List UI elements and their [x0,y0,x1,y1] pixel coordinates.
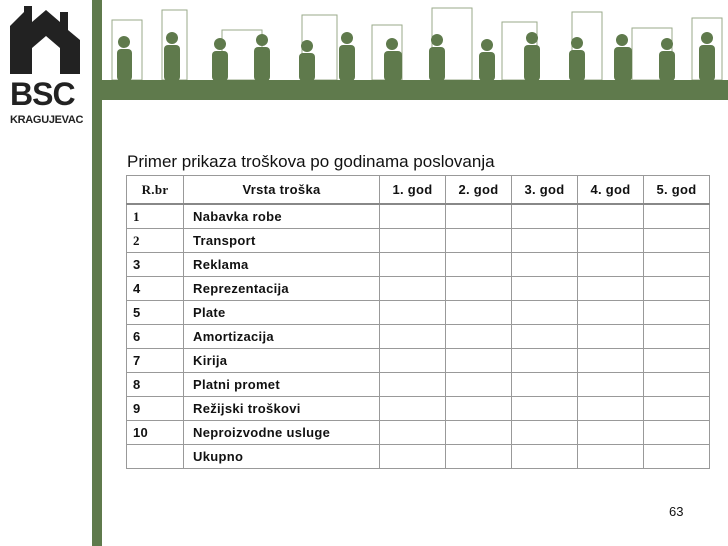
cell [644,277,710,301]
cell [446,277,512,301]
logo-text: BSC [10,76,75,112]
table-row [127,204,710,229]
row-number: 6 [127,325,184,349]
row-number: 2 [127,229,184,253]
header-year-4: 4. god [578,176,644,205]
cell [578,445,644,469]
row-number: 9 [127,397,184,421]
cell [512,397,578,421]
row-cost-name: Amortizacija [184,325,380,349]
row-number: 7 [127,349,184,373]
cell [644,229,710,253]
cell [578,421,644,445]
cell [380,445,446,469]
cell [512,301,578,325]
table-row [127,397,710,421]
cell [512,277,578,301]
row-cost-name: Režijski troškovi [184,397,380,421]
cell [644,421,710,445]
cell [446,229,512,253]
row-number: 5 [127,301,184,325]
cell [380,301,446,325]
header-year-1: 1. god [380,176,446,205]
slide-title: Primer prikaza troškova po godinama poslovanja [127,152,495,171]
cell [512,421,578,445]
cell [446,349,512,373]
cell [512,253,578,277]
cell [644,253,710,277]
row-cost-name: Reklama [184,253,380,277]
cell [644,325,710,349]
cell [380,229,446,253]
table-row-total [127,445,710,469]
cell [512,325,578,349]
row-cost-name: Platni promet [184,373,380,397]
cell [578,253,644,277]
table-row [127,229,710,253]
header-year-3: 3. god [512,176,578,205]
cell [446,325,512,349]
row-number [127,445,184,469]
cell [578,277,644,301]
cell [380,373,446,397]
header-rbr: R.br [127,176,184,205]
row-cost-name: Ukupno [184,445,380,469]
cell [446,445,512,469]
cell [644,373,710,397]
cell [578,325,644,349]
row-cost-name: Kirija [184,349,380,373]
cell [380,325,446,349]
table-row [127,373,710,397]
cell [578,204,644,229]
cell [578,373,644,397]
table-row [127,253,710,277]
row-cost-name: Plate [184,301,380,325]
cell [644,349,710,373]
row-cost-name: Neproizvodne usluge [184,421,380,445]
row-number: 10 [127,421,184,445]
row-number: 3 [127,253,184,277]
cell [512,373,578,397]
cell [578,229,644,253]
vertical-accent-bar [92,0,102,546]
cell [644,301,710,325]
table-row [127,421,710,445]
row-cost-name: Nabavka robe [184,204,380,229]
page-number: 63 [669,504,684,519]
cell [446,421,512,445]
header-banner [102,0,728,100]
cell [380,204,446,229]
cell [380,349,446,373]
logo-city: KRAGUJEVAC [10,114,84,126]
banner-bottom-bar [102,94,728,100]
cell [578,301,644,325]
table-row [127,301,710,325]
city-people-silhouette-icon [102,0,728,100]
cell [578,349,644,373]
cost-table [126,175,710,469]
cell [446,373,512,397]
cell [644,397,710,421]
cell [644,204,710,229]
cell [446,301,512,325]
cell [512,349,578,373]
header-year-5: 5. god [644,176,710,205]
table-row [127,325,710,349]
cell [512,204,578,229]
table-row [127,277,710,301]
cell [446,253,512,277]
building-logo-icon [6,4,84,76]
row-number: 4 [127,277,184,301]
row-number: 1 [127,204,184,229]
cell [380,253,446,277]
cell [512,445,578,469]
cell [380,397,446,421]
cell [446,204,512,229]
table-row [127,349,710,373]
bsc-logo [0,0,87,140]
header-year-2: 2. god [446,176,512,205]
cell [380,421,446,445]
row-number: 8 [127,373,184,397]
cell [380,277,446,301]
header-cost-type: Vrsta troška [184,176,380,205]
cell [578,397,644,421]
row-cost-name: Transport [184,229,380,253]
cell [512,229,578,253]
row-cost-name: Reprezentacija [184,277,380,301]
table-header-row [127,176,710,205]
cell [644,445,710,469]
cell [446,397,512,421]
